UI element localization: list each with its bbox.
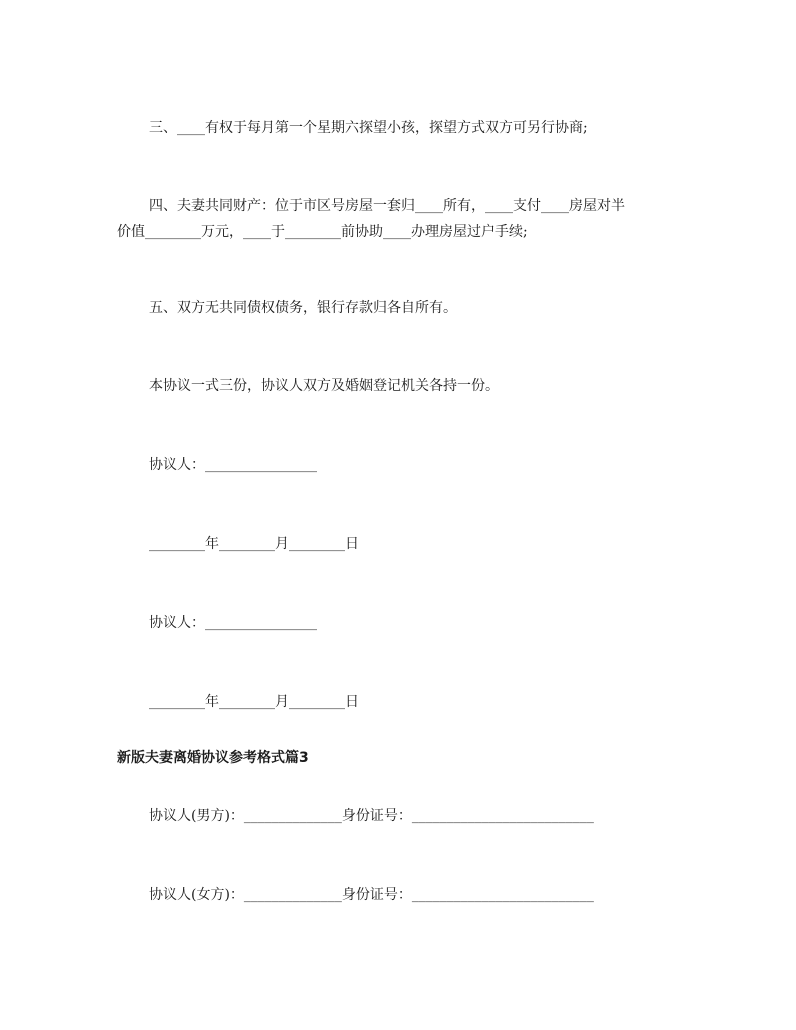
party-male-line: 协议人(男方)：______________身份证号：__________________________	[149, 808, 594, 824]
date-two: ________年________月________日	[149, 694, 359, 710]
clause-three: 三、____有权于每月第一个星期六探望小孩，探望方式双方可另行协商;	[149, 120, 588, 136]
clause-four-line1: 四、夫妻共同财产：位于市区号房屋一套归____所有，____支付____房屋对半	[149, 198, 625, 214]
clause-five: 五、双方无共同债权债务，银行存款归各自所有。	[149, 300, 457, 316]
clause-four	[117, 193, 687, 245]
section-heading: 新版夫妻离婚协议参考格式篇3	[117, 750, 309, 766]
clause-four-line2: 价值________万元，____于________前协助____办理房屋过户手续;	[117, 224, 528, 240]
date-one: ________年________月________日	[149, 536, 359, 552]
signer-two: 协议人：________________	[149, 615, 317, 631]
signer-one: 协议人：________________	[149, 457, 317, 473]
copies-statement: 本协议一式三份，协议人双方及婚姻登记机关各持一份。	[149, 378, 499, 394]
party-female-line: 协议人(女方)：______________身份证号：__________________________	[149, 887, 594, 903]
